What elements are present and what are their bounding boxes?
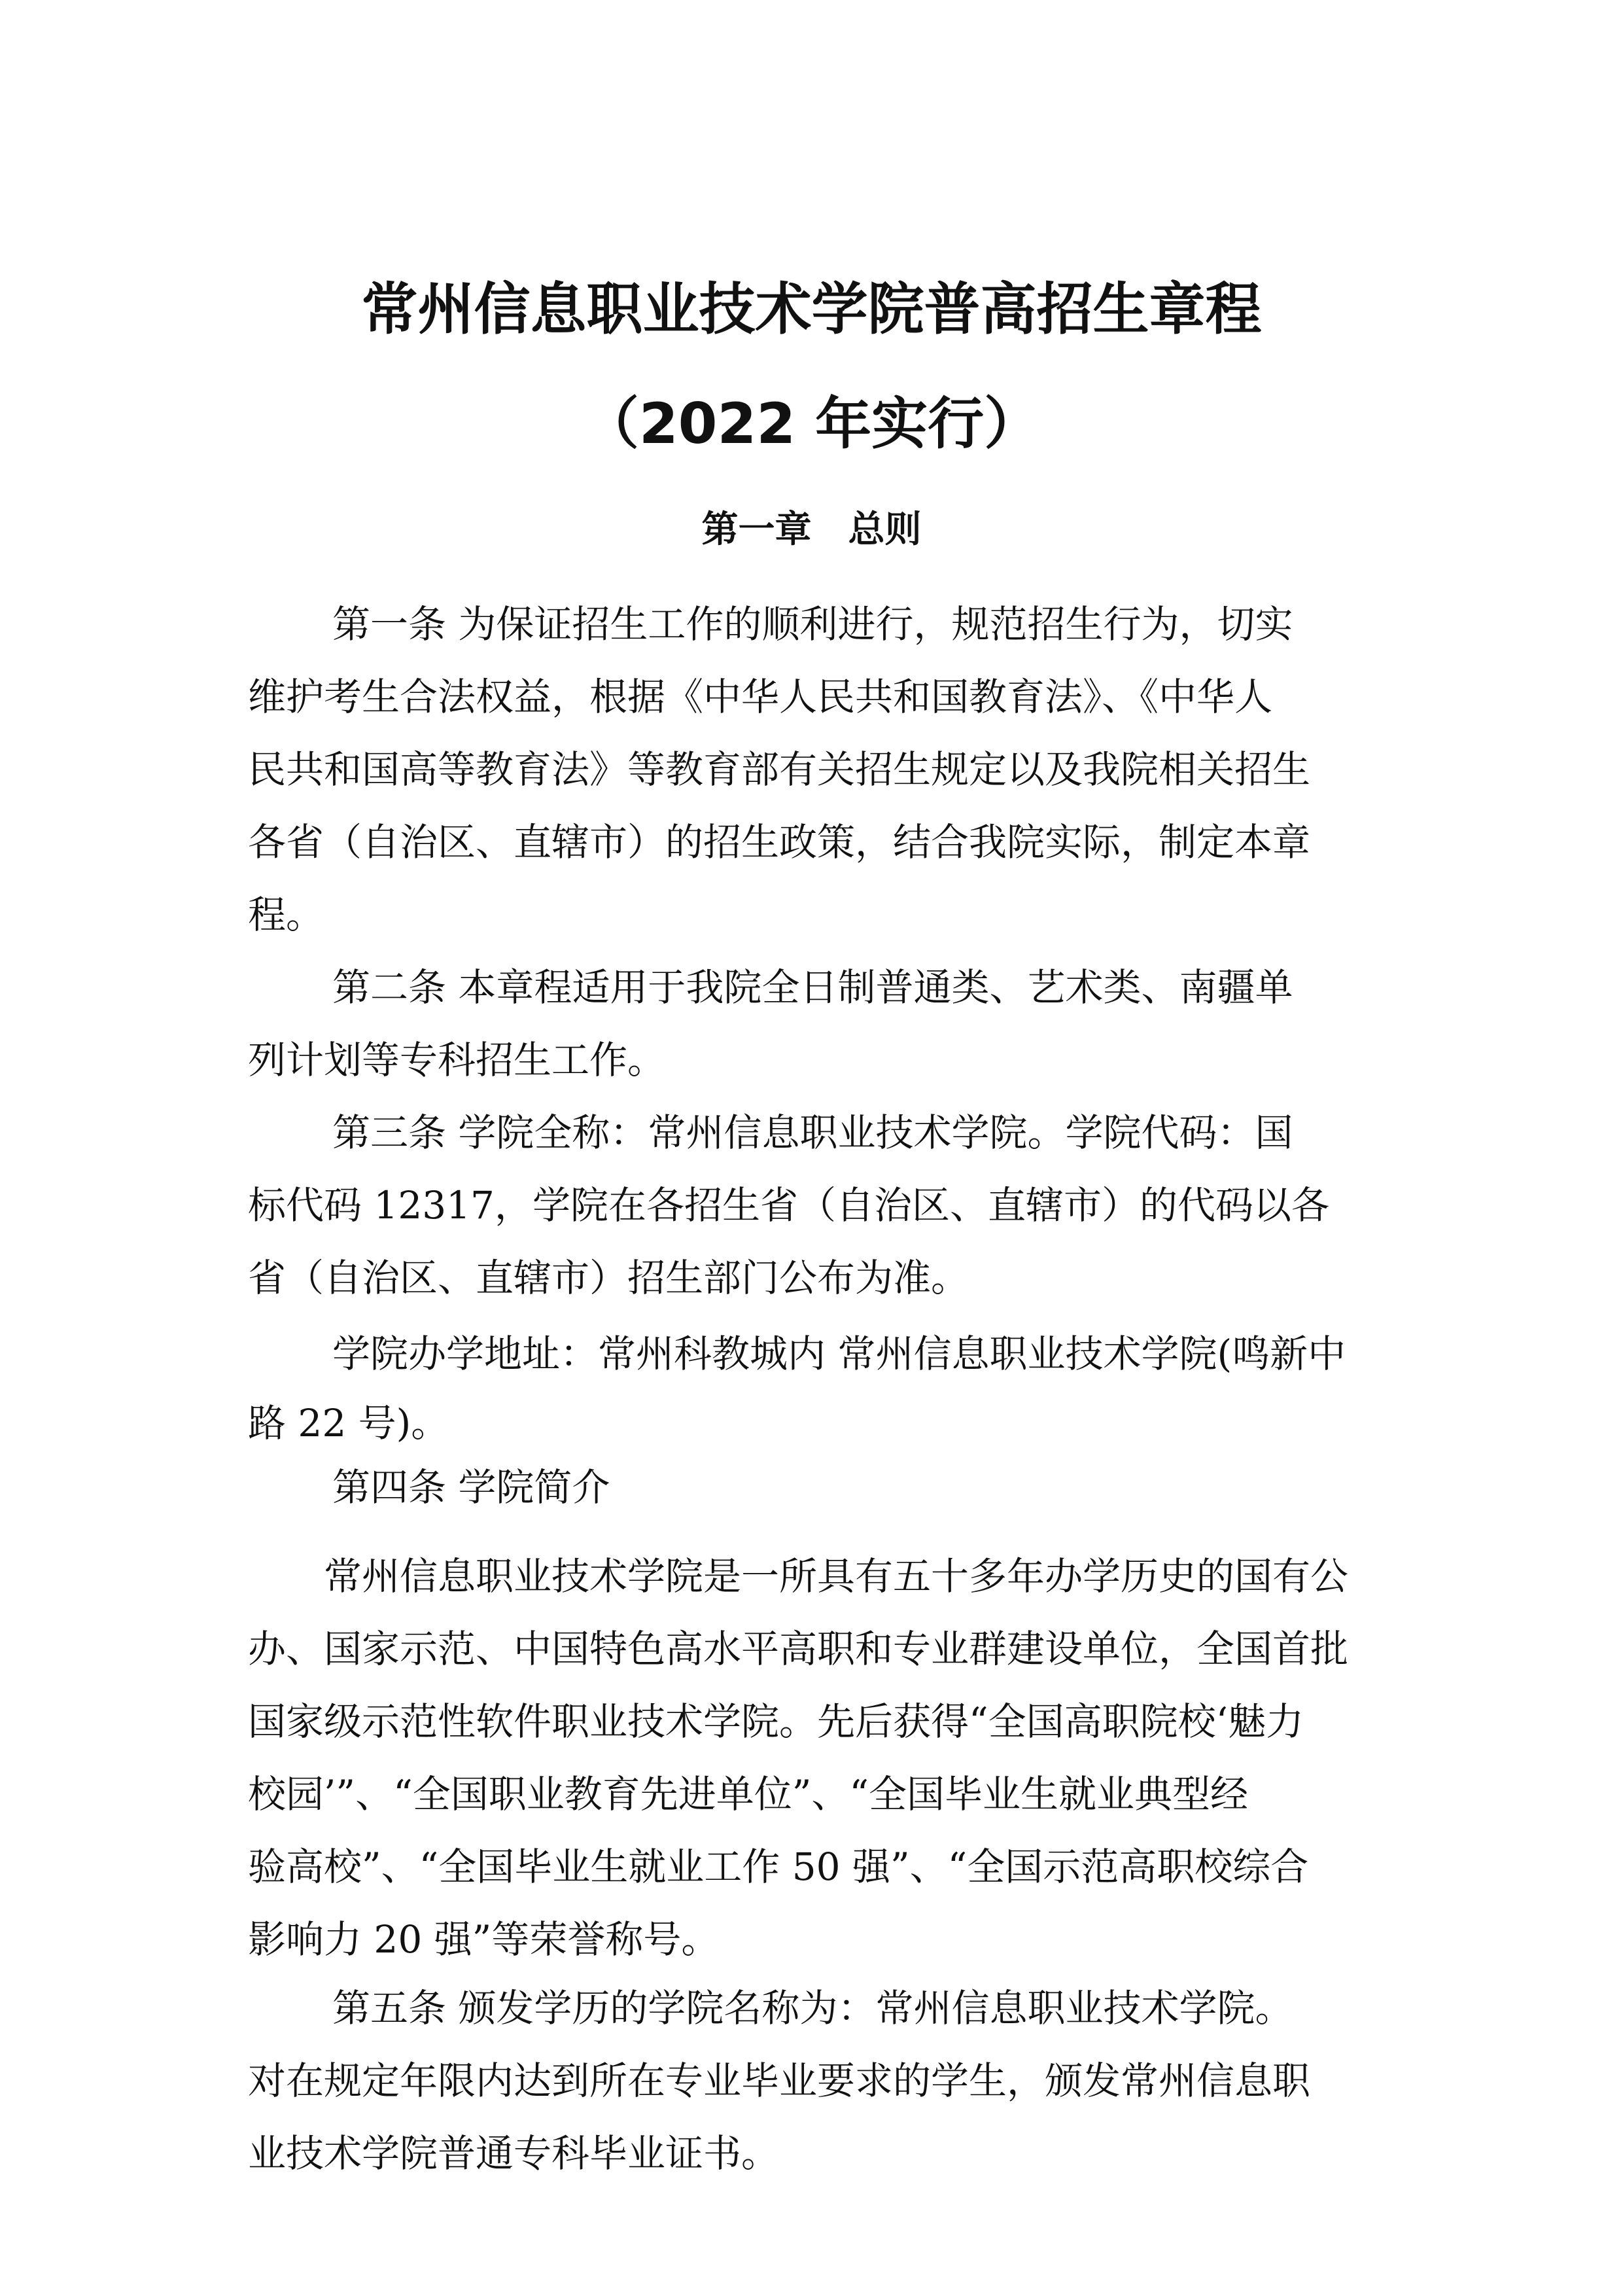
paragraph-line: 第四条 学院简介 [332, 1465, 610, 1510]
paragraph-line: 影响力 20 强”等荣誉称号。 [248, 1917, 720, 1962]
paragraph-line: 第三条 学院全称：常州信息职业技术学院。学院代码：国 [332, 1110, 1293, 1155]
paragraph-line: 标代码 12317，学院在各招生省（自治区、直辖市）的代码以各 [248, 1183, 1329, 1227]
paragraph-line: 路 22 号)。 [248, 1401, 449, 1445]
paragraph-line: 国家级示范性软件职业技术学院。先后获得“全国高职院校‘魅力 [248, 1699, 1304, 1744]
paragraph-line: 程。 [248, 892, 324, 937]
paragraph-line: 第一条 为保证招生工作的顺利进行，规范招生行为，切实 [332, 602, 1293, 646]
paragraph-line: 第二条 本章程适用于我院全日制普通类、艺术类、南疆单 [332, 965, 1293, 1010]
paragraph-line: 省（自治区、直辖市）招生部门公布为准。 [248, 1256, 969, 1300]
paragraph-line: 列计划等专科招生工作。 [248, 1038, 666, 1082]
paragraph-line: 校园’”、“全国职业教育先进单位”、“全国毕业生就业典型经 [248, 1772, 1249, 1816]
paragraph-line: 办、国家示范、中国特色高水平高职和专业群建设单位，全国首批 [248, 1627, 1349, 1671]
document-subtitle-year: （2022 年实行） [582, 391, 1041, 457]
document-title: 常州信息职业技术学院普高招生章程 [361, 277, 1262, 342]
paragraph-line: 业技术学院普通专科毕业证书。 [248, 2131, 780, 2176]
paragraph-line: 对在规定年限内达到所在专业毕业要求的学生，颁发常州信息职 [248, 2058, 1311, 2103]
paragraph-line: 民共和国高等教育法》等教育部有关招生规定以及我院相关招生 [248, 747, 1311, 792]
paragraph-line: 维护考生合法权益，根据《中华人民共和国教育法》、《中华人 [248, 675, 1273, 719]
paragraph-line: 各省（自治区、直辖市）的招生政策，结合我院实际，制定本章 [248, 820, 1311, 864]
chapter-heading: 第一章 总则 [701, 508, 922, 551]
paragraph-line: 常州信息职业技术学院是一所具有五十多年办学历史的国有公 [324, 1554, 1349, 1598]
paragraph-line: 学院办学地址：常州科教城内 常州信息职业技术学院(鸣新中 [332, 1332, 1346, 1376]
paragraph-line: 验高校”、“全国毕业生就业工作 50 强”、“全国示范高职校综合 [248, 1845, 1309, 1889]
paragraph-line: 第五条 颁发学历的学院名称为：常州信息职业技术学院。 [332, 1986, 1293, 2030]
